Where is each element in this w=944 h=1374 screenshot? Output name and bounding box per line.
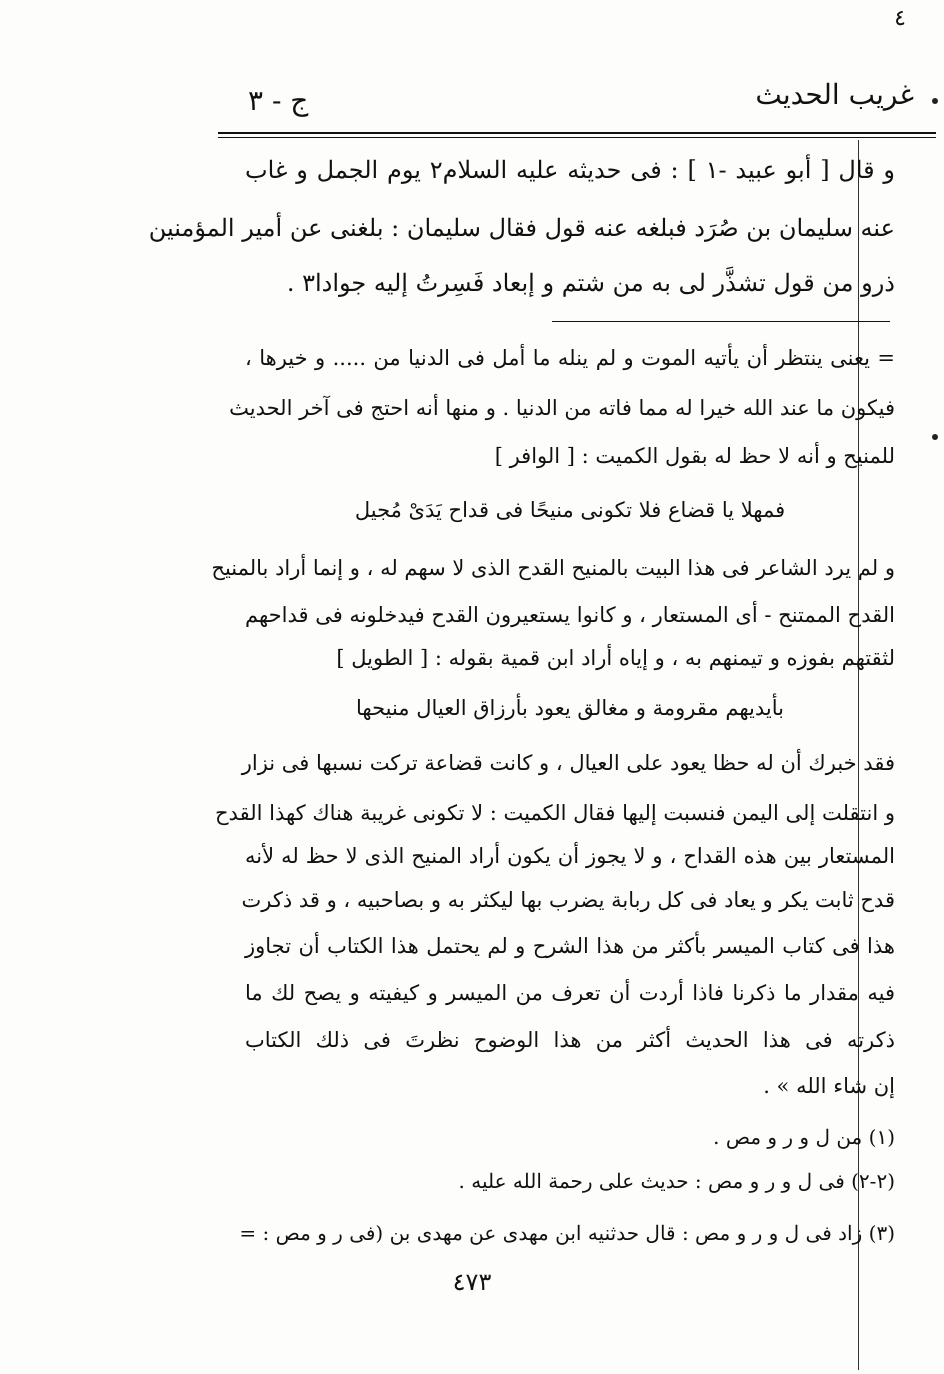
note-line: المستعار بين هذه القداح ، و لا يجوز أن يكون أراد المنيح الذى لا حظ له لأنه	[245, 844, 895, 868]
margin-dot	[932, 98, 938, 104]
note-line: و لم يرد الشاعر فى هذا البيت بالمنيح القدح الذى لا سهم له ، و إنما أراد بالمنيح	[211, 556, 895, 580]
footnote: (١) من ل و ر و مص .	[713, 1125, 895, 1149]
header-rule	[218, 132, 936, 134]
note-line: فيه مقدار ما ذكرنا فاذا أردت أن تعرف من الميسر و كيفيته و يصح لك ما	[245, 981, 895, 1005]
note-line: و انتقلت إلى اليمن فنسبت إليها فقال الكميت : لا تكونى غريبة هناك كهذا القدح	[215, 801, 895, 825]
note-line: القدح الممتنح - أى المستعار ، و كانوا يستعيرون القدح فيدخلونه فى قداحهم	[245, 603, 895, 627]
note-line: فيكون ما عند الله خيرا له مما فاته من الدنيا . و منها أنه احتج فى آخر الحديث	[229, 396, 895, 420]
running-title: غريب الحديث	[755, 78, 914, 111]
note-line: للمنيح و أنه لا حظ له بقول الكميت : [ الوافر ]	[494, 444, 895, 468]
verse-line: بأيديهم مقرومة و مغالق يعود بأرزاق العيال منيحها	[355, 696, 785, 720]
note-line: هذا فى كتاب الميسر بأكثر من هذا الشرح و لم يحتمل هذا الكتاب أن تجاوز	[245, 934, 895, 958]
footnote: (٢-٢) فى ل و ر و مص : حديث على رحمة الله عليه .	[458, 1169, 895, 1193]
body-line: عنه سليمان بن صُرَد فبلغه عنه قول فقال سليمان : بلغنى عن أمير المؤمنين	[148, 214, 895, 242]
header-rule-thin	[218, 137, 936, 138]
note-line: إن شاء الله » .	[763, 1074, 895, 1098]
body-line: ذرو من قول تشذَّر لى به من شتم و إبعاد فَسِرتُ إليه جوادا٣ .	[286, 269, 895, 297]
margin-dot	[932, 434, 938, 440]
page-number: ٤٧٣	[452, 1268, 492, 1296]
verse-line: فمهلا يا قضاع فلا تكونى منيحًا فى قداح يَدَىْ مُجيل	[354, 498, 786, 522]
note-line: ذكرته فى هذا الحديث أكثر من هذا الوضوح نظرتَ فى ذلك الكتاب	[245, 1028, 895, 1052]
corner-mark: ٤	[894, 6, 906, 31]
footnote: (٣) زاد فى ل و ر و مص : قال حدثنيه ابن مهدى عن مهدى بن (فى ر و مص : =	[239, 1221, 895, 1245]
body-line: و قال [ أبو عبيد -١ ] : فى حديثه عليه السلام٢ يوم الجمل و غاب	[245, 156, 896, 184]
note-line: فقد خبرك أن له حظا يعود على العيال ، و كانت قضاعة تركت نسبها فى نزار	[241, 751, 895, 775]
footnote-separator	[552, 321, 890, 322]
note-line: = يعنى ينتظر أن يأتيه الموت و لم ينله ما أمل فى الدنيا من ..... و خيرها ،	[245, 346, 895, 370]
note-line: لثقتهم بفوزه و تيمنهم به ، و إياه أراد ابن قمية بقوله : [ الطويل ]	[336, 646, 895, 670]
volume-label: ج - ٣	[248, 84, 309, 117]
note-line: قدح ثابت يكر و يعاد فى كل ربابة يضرب بها ليكثر به و بصاحبيه ، و قد ذكرت	[241, 888, 895, 912]
